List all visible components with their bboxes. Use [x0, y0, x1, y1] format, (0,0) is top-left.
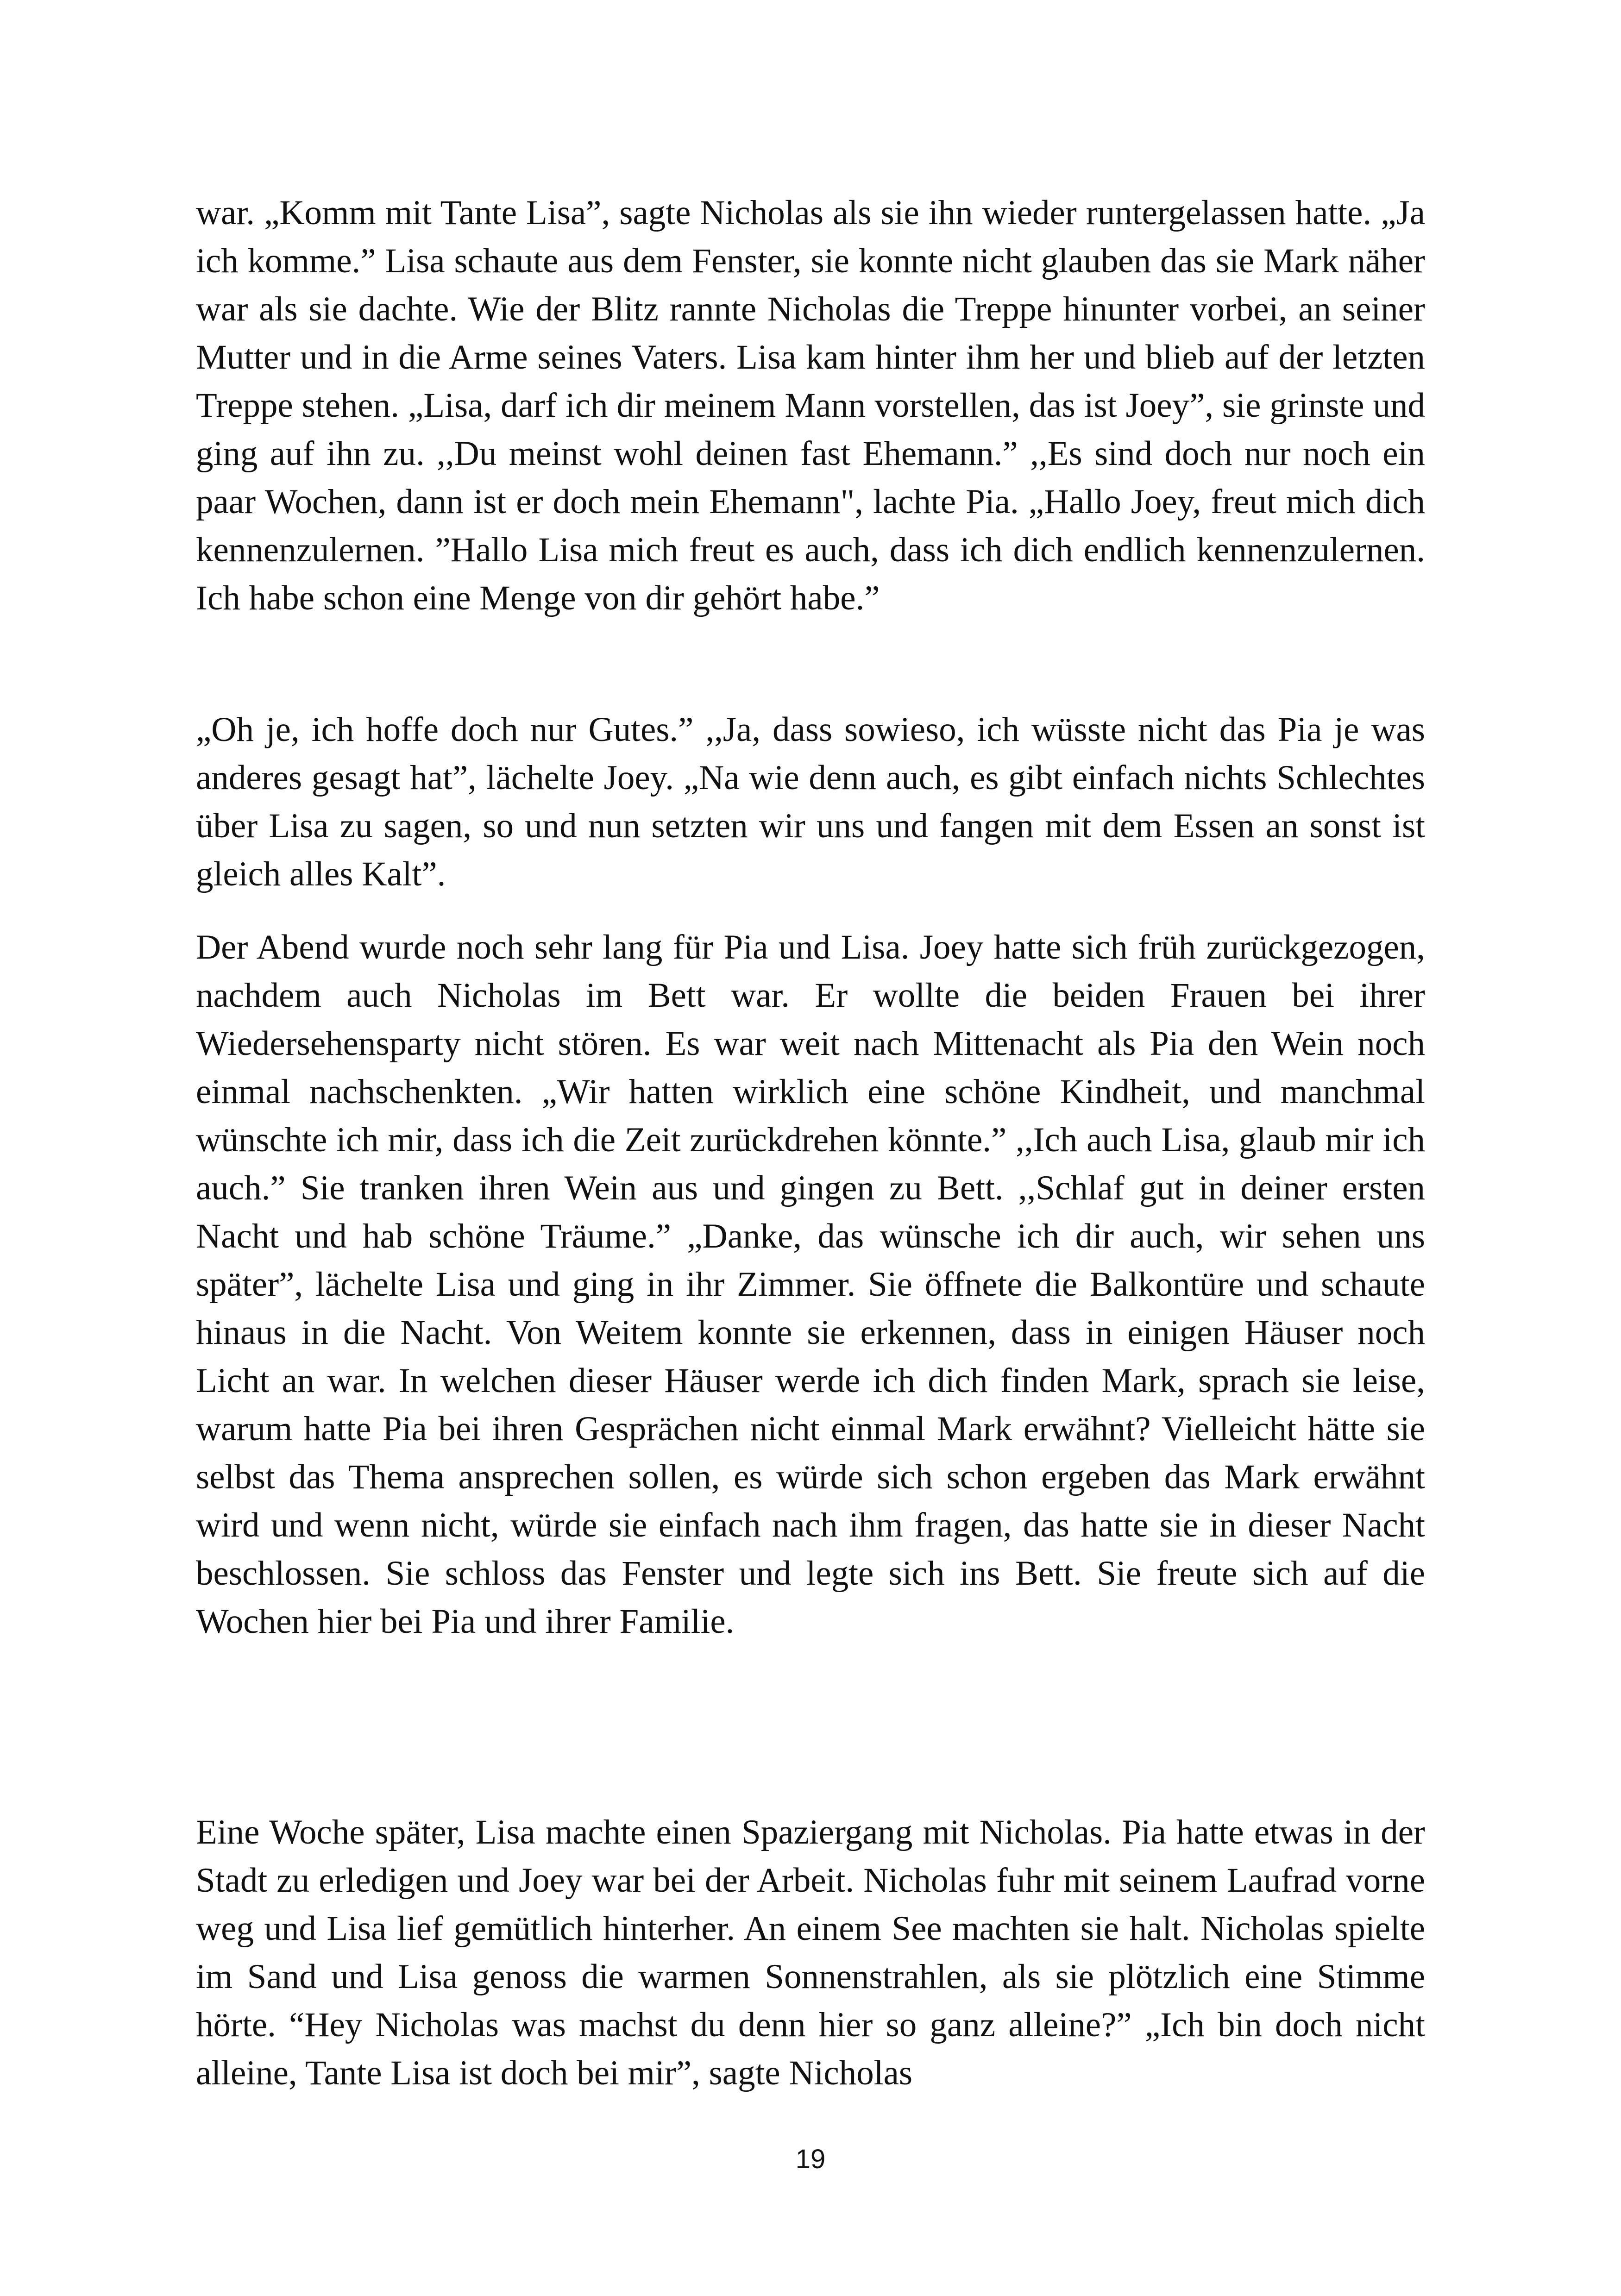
paragraph-3	[196, 923, 1425, 1646]
paragraph-4	[196, 1808, 1425, 2097]
paragraph-text: war. „Komm mit Tante Lisa”, sagte Nicholas als sie ihn wieder runtergelassen hatte. „Ja ich komme.” Lisa schaute aus dem Fenster, sie konnte nicht glauben das sie Mark näher war als sie dachte. Wie der Blitz rannte Nicholas die Treppe hinunter vorbei, an seiner Mutter und in die Arme seines Vaters. Lisa kam hinter ihm her und blieb auf der letzten Treppe stehen. „Lisa, darf ich dir meinem Mann vorstellen, das ist Joey”, sie grinste und ging auf ihn zu. ,,Du meinst wohl deinen fast Ehemann.” ,,Es sind doch nur noch ein paar Wochen, dann ist er doch mein Ehemann", lachte Pia. „Hallo Joey, freut mich dich kennenzulernen. ”Hallo Lisa mich freut es auch, dass ich dich endlich kennenzulernen. Ich habe schon eine Menge von dir gehört habe.”	[196, 194, 1425, 617]
paragraph-text: Eine Woche später, Lisa machte einen Spaziergang mit Nicholas. Pia hatte etwas in der Stadt zu erledigen und Joey war bei der Arbeit. Nicholas fuhr mit seinem Laufrad vorne weg und Lisa lief gemütlich hinterher. An einem See machten sie halt. Nicholas spielte im Sand und Lisa genoss die warmen Sonnenstrahlen, als sie plötzlich eine Stimme hörte. “Hey Nicholas was machst du denn hier so ganz alleine?” „Ich bin doch nicht alleine, Tante Lisa ist doch bei mir”, sagte Nicholas	[196, 1813, 1425, 2092]
paragraph-1	[196, 189, 1425, 622]
paragraph-2	[196, 706, 1425, 898]
paragraph-text: Der Abend wurde noch sehr lang für Pia und Lisa. Joey hatte sich früh zurückgezogen, nachdem auch Nicholas im Bett war. Er wollte die beiden Frauen bei ihrer Wiedersehensparty nicht stören. Es war weit nach Mittenacht als Pia den Wein noch einmal nachschenkten. „Wir hatten wirklich eine schöne Kindheit, und manchmal wünschte ich mir, dass ich die Zeit zurückdrehen könnte.” ,,Ich auch Lisa, glaub mir ich auch.” Sie tranken ihren Wein aus und gingen zu Bett. ,,Schlaf gut in deiner ersten Nacht und hab schöne Träume.” „Danke, das wünsche ich dir auch, wir sehen uns später”, lächelte Lisa und ging in ihr Zimmer. Sie öffnete die Balkontüre und schaute hinaus in die Nacht. Von Weitem konnte sie erkennen, dass in einigen Häuser noch Licht an war. In welchen dieser Häuser werde ich dich finden Mark, sprach sie leise, warum hatte Pia bei ihren Gesprächen nicht einmal Mark erwähnt? Vielleicht hätte sie selbst das Thema ansprechen sollen, es würde sich schon ergeben das Mark erwähnt wird und wenn nicht, würde sie einfach nach ihm fragen, das hatte sie in dieser Nacht beschlossen. Sie schloss das Fenster und legte sich ins Bett. Sie freute sich auf die Wochen hier bei Pia und ihrer Familie.	[196, 928, 1425, 1641]
paragraph-text: „Oh je, ich hoffe doch nur Gutes.” ,,Ja, dass sowieso, ich wüsste nicht das Pia je was anderes gesagt hat”, lächelte Joey. „Na wie denn auch, es gibt einfach nichts Schlechtes über Lisa zu sagen, so und nun setzten wir uns und fangen mit dem Essen an sonst ist gleich alles Kalt”.	[196, 710, 1425, 893]
page-number: 19	[795, 2144, 826, 2174]
